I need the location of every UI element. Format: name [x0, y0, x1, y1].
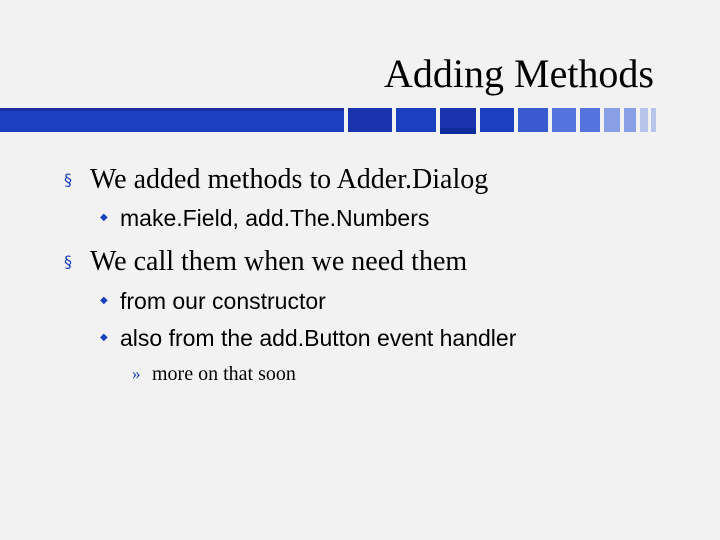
bullet-text: We call them when we need them [90, 246, 468, 277]
sub-bullet-text: make.Field, add.The.Numbers [120, 205, 430, 231]
sub-bullet-marker-icon: ◆ [100, 212, 108, 223]
bullet-marker-icon: § [64, 252, 72, 271]
header-band-block [480, 108, 514, 132]
bullet-text: We added methods to Adder.Dialog [90, 164, 489, 195]
header-band-notch [440, 128, 476, 134]
slide-title: Adding Methods [384, 51, 654, 96]
sub-sub-bullet-text: more on that soon [152, 363, 296, 385]
sub-bullet-marker-icon: ◆ [100, 332, 108, 343]
header-band-block [640, 108, 648, 132]
header-band-block [651, 108, 656, 132]
sub-sub-bullet-marker-icon: » [132, 364, 141, 383]
header-band-block [552, 108, 576, 132]
header-band-block [624, 108, 636, 132]
bullet-marker-icon: § [64, 170, 72, 189]
header-band-block [518, 108, 548, 132]
header-band-block [348, 108, 392, 132]
header-band-block [396, 108, 436, 132]
header-band-bar [0, 108, 344, 132]
sub-bullet-text: from our constructor [120, 288, 326, 314]
header-band-block [604, 108, 620, 132]
sub-bullet-marker-icon: ◆ [100, 295, 108, 306]
sub-bullet-text: also from the add.Button event handler [120, 325, 517, 351]
header-band-block [580, 108, 600, 132]
